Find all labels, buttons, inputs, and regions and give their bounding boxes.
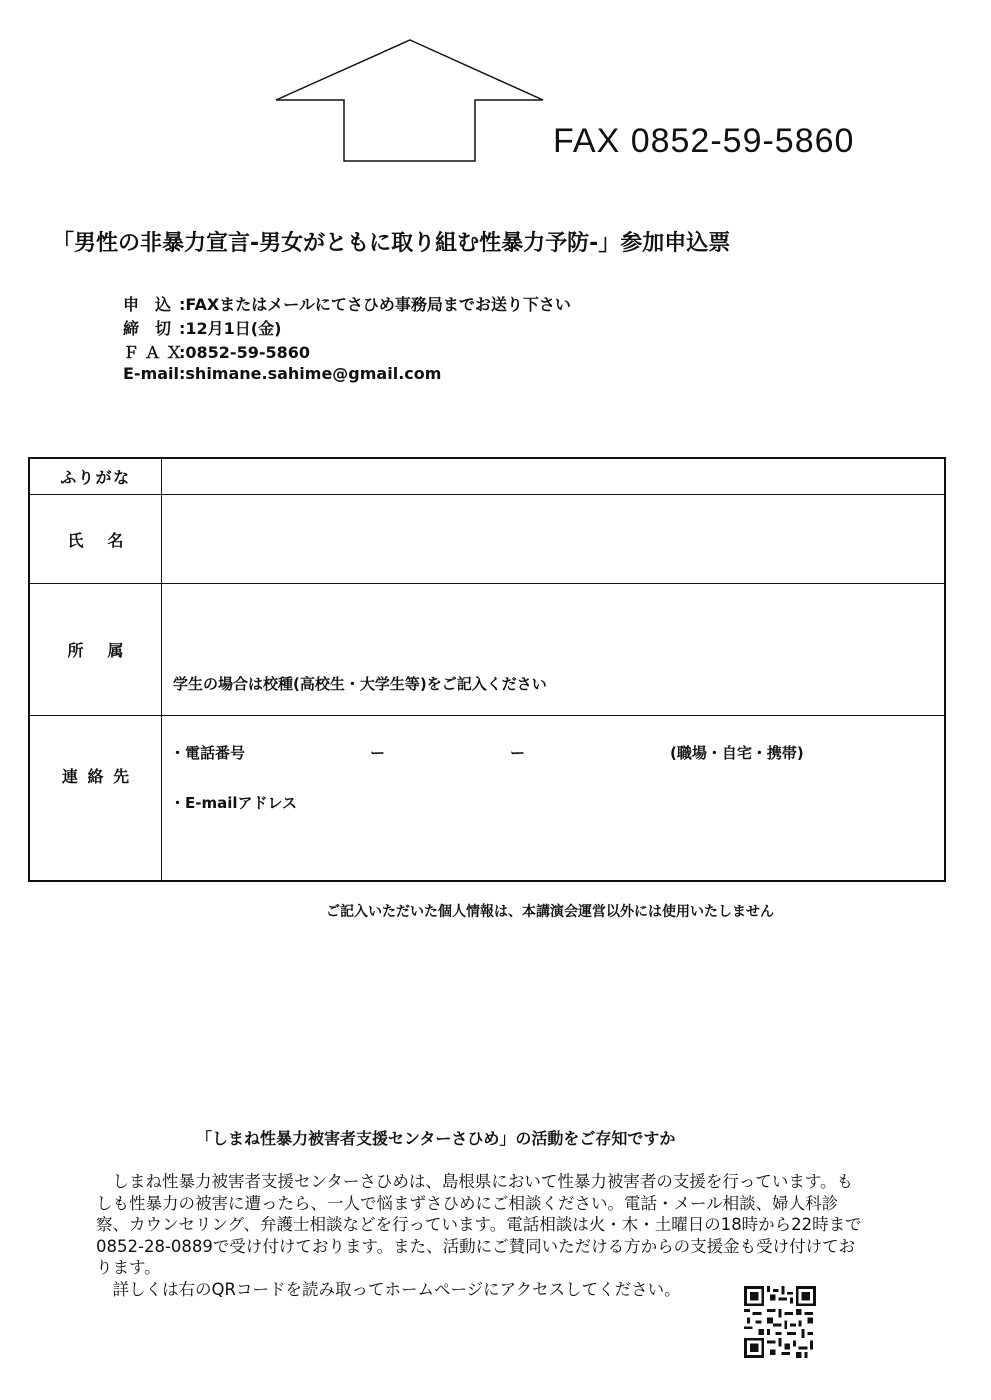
sahime-description <box>96 1171 866 1300</box>
info-value: :shimane.sahime@gmail.com <box>179 364 442 383</box>
affiliation-row <box>30 584 944 716</box>
phone-field-part1[interactable] <box>330 742 490 764</box>
sahime-heading: 「しまね性暴力被害者支援センターさひめ」の活動をご存知ですか <box>196 1129 676 1148</box>
fax-number-header: FAX 0852-59-5860 <box>553 122 855 160</box>
phone-label: ・電話番号 <box>170 744 246 762</box>
up-arrow-icon <box>272 38 548 164</box>
info-label: Ｆ Ａ Ｘ <box>123 343 183 362</box>
info-label: 申 込 <box>123 295 172 314</box>
email-label: ・E-mailアドレス <box>170 794 298 812</box>
affiliation-label: 所属 <box>30 584 162 715</box>
name-label: 氏名 <box>30 495 162 583</box>
info-value: :12月1日(金) <box>179 319 282 338</box>
affiliation-note: 学生の場合は校種(高校生・大学生等)をご記入ください <box>173 675 547 693</box>
phone-type-options: (職場・自宅・携帯) <box>670 744 804 762</box>
info-value: :FAXまたはメールにてさひめ事務局までお送り下さい <box>179 295 571 314</box>
sahime-qr-instruction: 詳しくは右のQRコードを読み取ってホームページにアクセスしてください。 <box>112 1279 681 1299</box>
info-line-deadline <box>123 316 281 339</box>
application-form-table <box>28 457 946 882</box>
info-line-fax <box>123 340 310 363</box>
name-row <box>30 495 944 584</box>
info-line-apply <box>123 292 571 315</box>
furigana-label: ふりがな <box>30 459 162 494</box>
name-field[interactable] <box>162 495 944 583</box>
phone-dash-2: ー <box>510 744 526 762</box>
sahime-paragraph: しまね性暴力被害者支援センターさひめは、島根県において性暴力被害者の支援を行っています。もしも性暴力の被害に遭ったら、一人で悩まずさひめにご相談ください。電話・メール相談、婦人科診察、カウンセリング、弁護士相談などを行っています。電話相談は火・木・土曜日の18時から22時まで0852-28-0889で受け付けております。また、活動にご賛同いただける方からの支援金も受け付けております。 <box>96 1172 862 1277</box>
info-value: :0852-59-5860 <box>179 343 311 362</box>
furigana-field[interactable] <box>162 459 944 494</box>
qr-code-icon[interactable] <box>744 1286 816 1358</box>
privacy-note: ご記入いただいた個人情報は、本講演会運営以外には使用いたしません <box>326 904 774 920</box>
form-title: 「男性の非暴力宣言-男女がともに取り組む性暴力予防-」参加申込票 <box>52 231 731 256</box>
affiliation-field[interactable] <box>162 584 944 715</box>
info-label: E-mail <box>123 364 180 383</box>
info-label: 締 切 <box>123 319 172 338</box>
info-line-email <box>123 364 441 383</box>
furigana-row <box>30 459 944 495</box>
contact-label: 連絡先 <box>30 716 162 880</box>
email-field[interactable] <box>310 790 910 814</box>
phone-dash-1: ー <box>370 744 386 762</box>
contact-row <box>30 716 944 880</box>
